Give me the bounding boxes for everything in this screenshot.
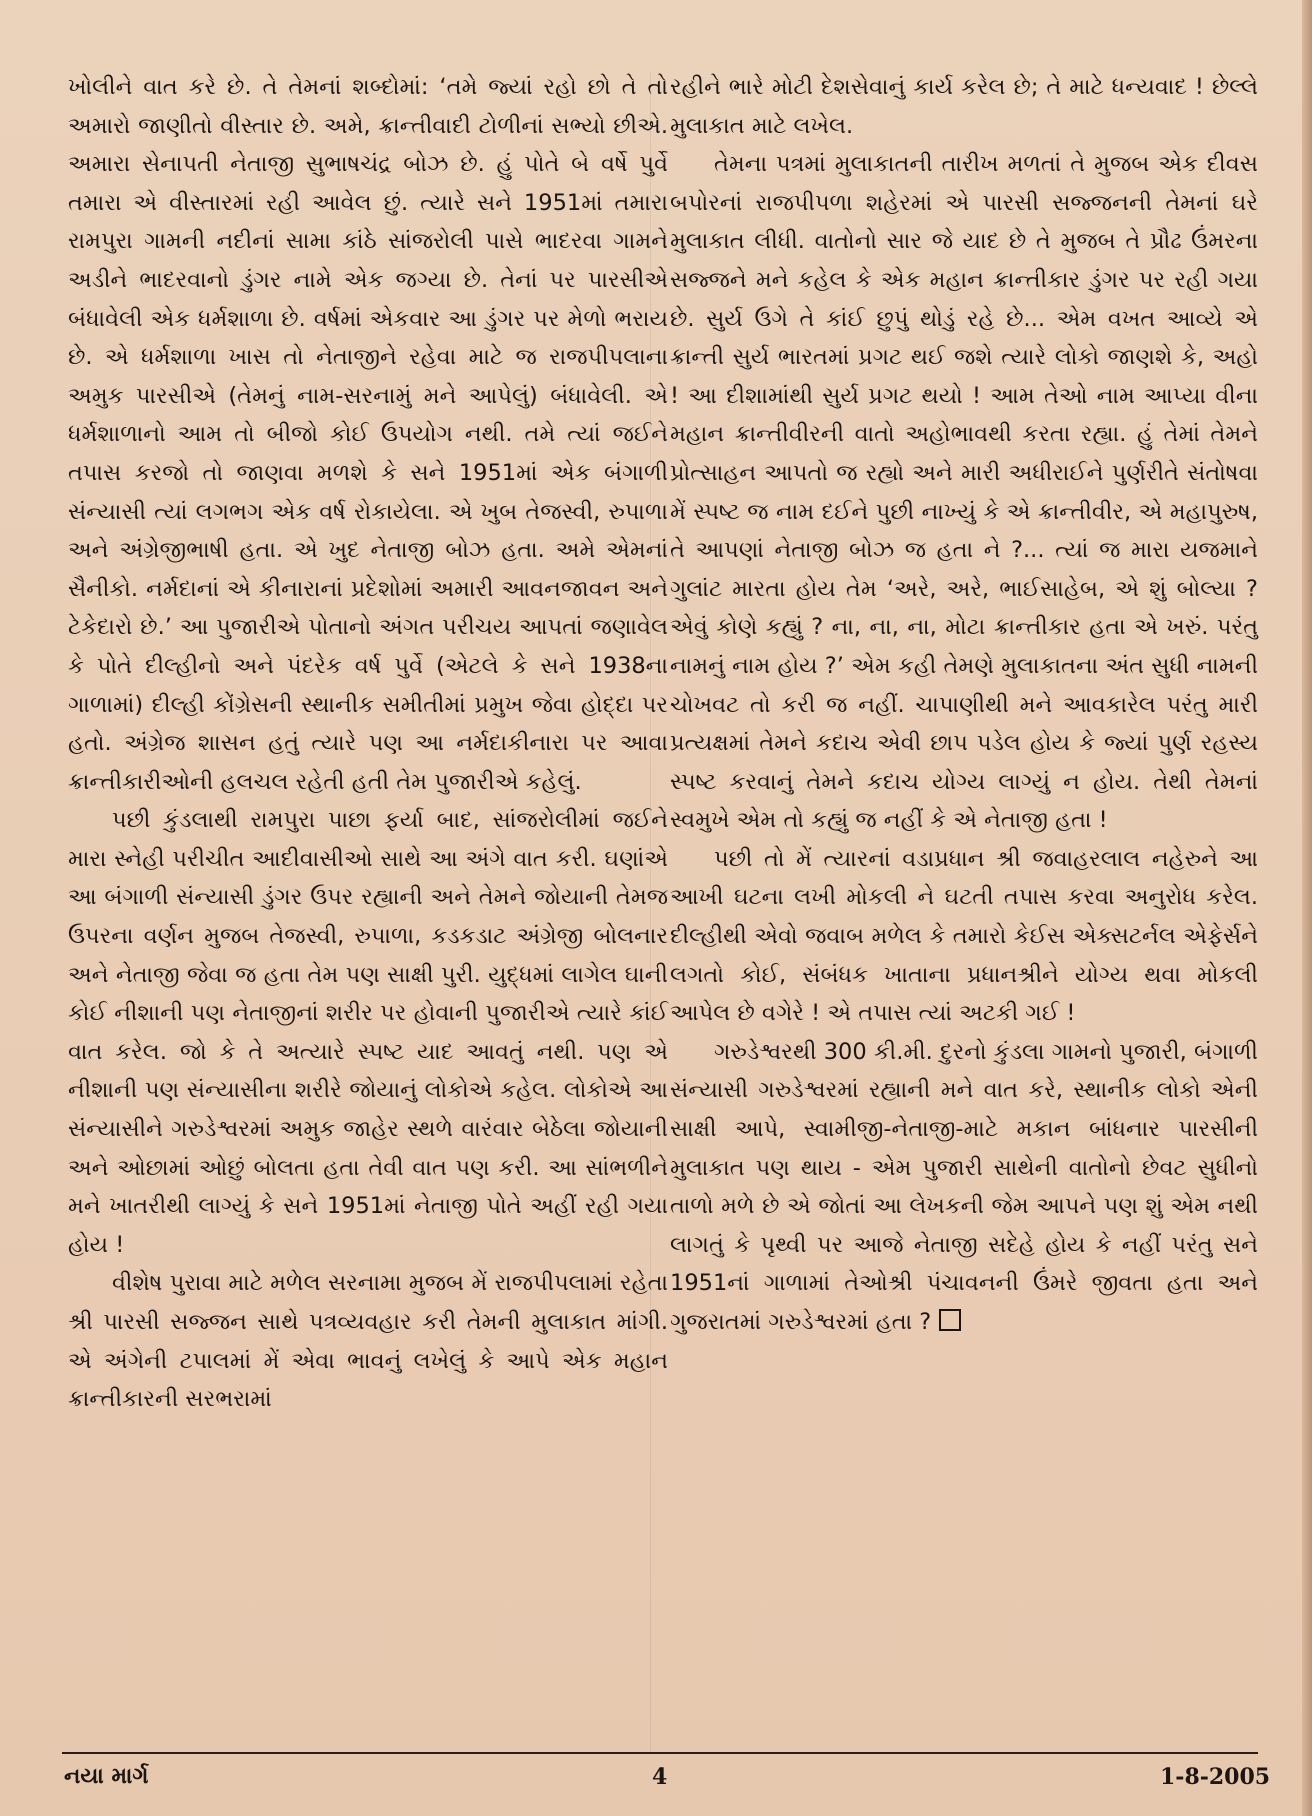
right-paragraph-3: પછી તો મેં ત્યારનાં વડાપ્રધાન શ્રી જવાહરલાલ નહેરુને આ આખી ઘટના લખી મોકલી ને ઘટતી તપાસ કરવા અનુરોધ કરેલ. દીલ્હીથી એવો જવાબ મળેલ કે તમારો કેઈસ એક્સટર્નલ એફેર્સને લગતો કોઈ, સંબંધક ખાતાના પ્રધાનશ્રીને યોગ્ય થવા મોકલી આપેલ છે વગેરે ! એ તપાસ ત્યાં અટકી ગઈ ! (670, 845, 1258, 1027)
issue-date: 1-8-2005 (1160, 1764, 1271, 1790)
right-column (670, 68, 1258, 1342)
left-paragraph-2: પછી કુંડલાથી રામપુરા પાછા ફર્યા બાદ, સાંજરોલીમાં જઈને મારા સ્નેહી પરીચીત આદીવાસીઓ સાથે આ અંગે વાત કરી. ઘણાંએ આ બંગાળી સંન્યાસી ડુંગર ઉપર રહ્યાની અને તેમને જોયાની તેમજ ઉપરના વર્ણન મુજબ તેજસ્વી, રુપાળા, કડકડાટ અંગ્રેજી બોલનાર અને નેતાજી જેવા જ હતા તેમ પણ સાક્ષી પુરી. યુદ્ધમાં લાગેલ ઘાની કોઈ નીશાની પણ નેતાજીનાં શરીર પર હોવાની પુજારીએ ત્યારે કાંઈ વાત કરેલ. જો કે તે અત્યારે સ્પષ્ટ યાદ આવતું નથી. પણ એ નીશાની પણ સંન્યાસીના શરીરે જોયાનું લોકોએ કહેલ. લોકોએ આ સંન્યાસીને ગરુડેશ્વરમાં અમુક જાહેર સ્થળે વારંવાર બેઠેલા જોયાની અને ઓછામાં ઓછું બોલતા હતા તેવી વાત પણ કરી. આ સાંભળીને મને ખાતરીથી લાગ્યું કે સને 1951માં નેતાજી પોતે અહીં રહી ગયા હોય ! (68, 807, 668, 1258)
page-edge (1302, 0, 1312, 1816)
publication-name: નયા માર્ગ (64, 1764, 149, 1789)
right-paragraph-4 (670, 1033, 1258, 1342)
left-paragraph-1: ખોલીને વાત કરે છે. તે તેમનાં શબ્દોમાં: ‘તમે જ્યાં રહો છો તે તો અમારો જાણીતો વીસ્તાર છે. અમે, ક્રાન્તીવાદી ટોળીનાં સભ્યો છીએ. અમારા સેનાપતી નેતાજી સુભાષચંદ્ર બોઝ છે. હું પોતે બે વર્ષે પુર્વે તમારા એ વીસ્તારમાં રહી આવેલ છું. ત્યારે સને 1951માં તમારા રામપુરા ગામની નદીનાં સામા કાંઠે સાંજરોલી પાસે ભાદરવા ગામને અડીને ભાદરવાનો ડુંગર નામે એક જગ્યા છે. તેનાં પર પારસીએ બંધાવેલી એક ધર્મશાળા છે. વર્ષમાં એકવાર આ ડુંગર પર મેળો ભરાય છે. એ ધર્મશાળા ખાસ તો નેતાજીને રહેવા માટે જ રાજપીપલાના અમુક પારસીએ (તેમનું નામ-સરનામું મને આપેલું) બંધાવેલી. એ ધર્મશાળાનો આમ તો બીજો કોઈ ઉપયોગ નથી. તમે ત્યાં જઈને તપાસ કરજો તો જાણવા મળશે કે સને 1951માં એક બંગાળી સંન્યાસી ત્યાં લગભગ એક વર્ષ રોકાયેલા. એ ખુબ તેજસ્વી, રુપાળા અને અંગ્રેજીભાષી હતા. એ ખુદ નેતાજી બોઝ હતા. અમે એમનાં સૈનીકો. નર્મદાનાં એ કીનારાનાં પ્રદેશોમાં અમારી આવનજાવન અને ટેકેદારો છે.’ આ પુજારીએ પોતાનો અંગત પરીચય આપતાં જણાવેલ કે પોતે દીલ્હીનો અને પંદરેક વર્ષ પુર્વે (એટલે કે સને 1938ના ગાળામાં) દીલ્હી કોંગ્રેસની સ્થાનીક સમીતીમાં પ્રમુખ જેવા હોદ્દા પર હતો. અંગ્રેજ શાસન હતું ત્યારે પણ આ નર્મદાકીનારા પર આવા ક્રાન્તીકારીઓની હલચલ રહેતી હતી તેમ પુજારીએ કહેલું. (68, 74, 668, 795)
column-gutter (650, 72, 651, 1752)
right-paragraph-2: તેમના પત્રમાં મુલાકાતની તારીખ મળતાં તે મુજબ એક દીવસ બપોરનાં રાજપીપળા શહેરમાં એ પારસી સજ્જનની તેમનાં ઘરે મુલાકાત લીધી. વાતોનો સાર જે યાદ છે તે મુજબ તે પ્રૌઢ ઉંમરના સજ્જને મને કહેલ કે એક મહાન ક્રાન્તીકાર ડુંગર પર રહી ગયા છે. સુર્ય ઉગે તે કાંઈ છુપું થોડું રહે છે... એમ વખત આવ્યે એ ક્રાન્તી સુર્ય ભારતમાં પ્રગટ થઈ જશે ત્યારે લોકો જાણશે કે, અહો ! આ દીશામાંથી સુર્ય પ્રગટ થયો ! આમ તેઓ નામ આપ્યા વીના મહાન ક્રાન્તીવીરની વાતો અહોભાવથી કરતા રહ્યા. હું તેમાં તેમને પ્રોત્સાહન આપતો જ રહ્યો અને મારી અધીરાઈને પુર્ણરીતે સંતોષવા મેં સ્પષ્ટ જ નામ દઈને પુછી નાખ્યું કે એ ક્રાન્તીવીર, એ મહાપુરુષ, તે આપણાં નેતાજી બોઝ જ હતા ને ?... ત્યાં જ મારા યજમાને ગુલાંટ મારતા હોય તેમ ‘અરે, અરે, ભાઈસાહેબ, એ શું બોલ્યા ? એવું કોણે કહ્યું ? ના, ના, ના, મોટા ક્રાન્તીકાર હતા એ ખરું. પરંતુ નામનું નામ હોય ?’ એમ કહી તેમણે મુલાકાતના અંત સુધી નામની ચોખવટ તો કરી જ નહીં. ચાપાણીથી મને આવકારેલ પરંતુ મારી પ્રત્યક્ષમાં તેમને કદાચ એવી છાપ પડેલ હોય કે જ્યાં પુર્ણ રહસ્ય સ્પષ્ટ કરવાનું તેમને કદાચ યોગ્ય લાગ્યું ન હોય. તેથી તેમનાં સ્વમુખે એમ તો કહ્યું જ નહીં કે એ નેતાજી હતા ! (670, 151, 1258, 834)
page-number: 4 (652, 1764, 668, 1790)
left-column (68, 68, 668, 1419)
footer-rule (62, 1752, 1258, 1754)
left-paragraph-3: વીશેષ પુરાવા માટે મળેલ સરનામા મુજબ મેં રાજપીપલામાં રહેતા શ્રી પારસી સજ્જન સાથે પત્રવ્યવહાર કરી તેમની મુલાકાત માંગી. એ અંગેની ટપાલમાં મેં એવા ભાવનું લખેલું કે આપે એક મહાન ક્રાન્તીકારની સરભરામાં (68, 1270, 668, 1413)
right-paragraph-1: રહીને ભારે મોટી દેશસેવાનું કાર્ય કરેલ છે; તે માટે ધન્યવાદ ! છેલ્લે મુલાકાત માટે લખેલ. (670, 74, 1258, 139)
right-paragraph-4-text: ગરુડેશ્વરથી 300 કી.મી. દુરનો કુંડલા ગામનો પુજારી, બંગાળી સંન્યાસી ગરુડેશ્વરમાં રહ્યાની મને વાત કરે, સ્થાનીક લોકો એની સાક્ષી આપે, સ્વામીજી-નેતાજી-માટે મકાન બાંધનાર પારસીની મુલાકાત પણ થાય - એમ પુજારી સાથેની વાતોનો છેવટ સુધીનો તાળો મળે છે એ જોતાં આ લેખકની જેમ આપને પણ શું એમ નથી લાગતું કે પૃથ્વી પર આજે નેતાજી સદેહે હોય કે નહીં પરંતુ સને 1951નાં ગાળામાં તેઓશ્રી પંચાવનની ઉંમરે જીવતા હતા અને ગુજરાતમાં ગરુડેશ્વરમાં હતા ? (670, 1038, 1258, 1335)
end-of-article-icon (939, 1309, 961, 1331)
